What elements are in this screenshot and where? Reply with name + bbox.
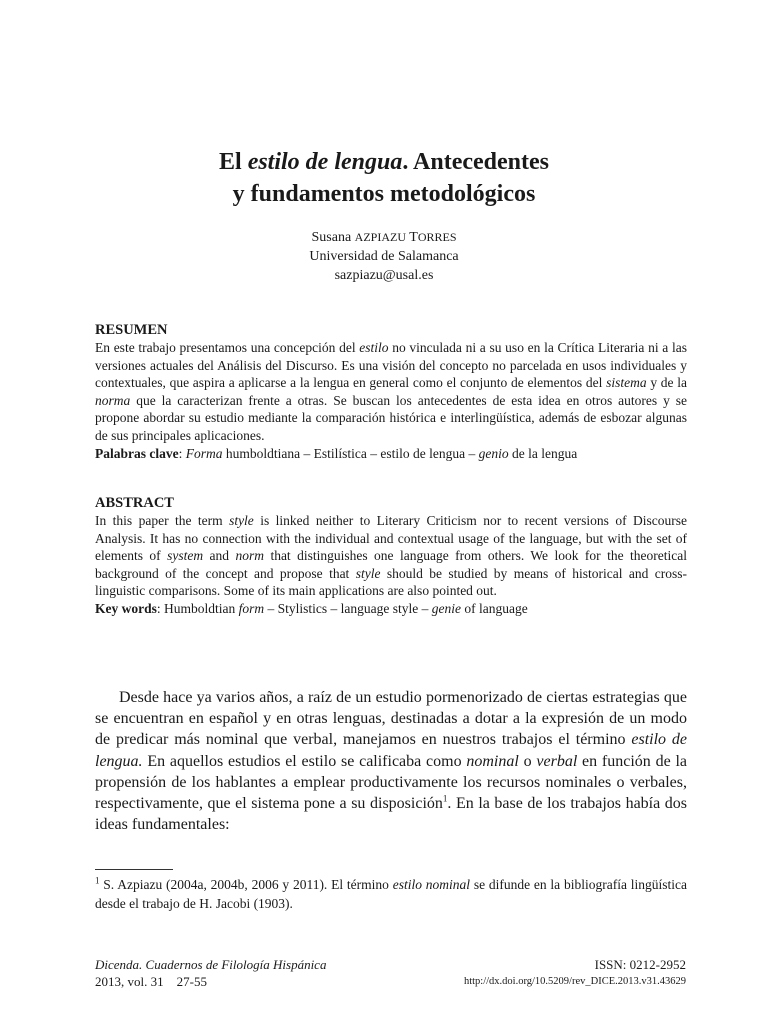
title-text: El bbox=[219, 149, 248, 175]
abstract-heading: ABSTRACT bbox=[95, 495, 174, 511]
author-surname-initial: T bbox=[406, 230, 418, 245]
abstract-text bbox=[95, 512, 687, 600]
italic-term: style bbox=[355, 565, 381, 581]
author-block bbox=[0, 228, 768, 285]
author-affiliation: Universidad de Salamanca bbox=[309, 249, 459, 264]
text-run: is linked neither to Literary Criticism nor to recent versions of Discourse Analysis. It has no connection with the individual and contextual usage of the language, but with the set of elements of bbox=[95, 513, 687, 564]
footnote-divider bbox=[95, 869, 173, 870]
author-name bbox=[0, 228, 768, 247]
italic-term: sistema bbox=[606, 375, 647, 391]
text-run: Desde hace ya varios años, a raíz de un estudio pormenorizado de ciertas estrategias que se encuentran en español y en otras lenguas, destinadas a dotar a la expresión de un modo de predicar más nominal que verbal, manejamos en nuestros trabajos el término bbox=[95, 689, 687, 749]
title-text: . Antecedentes bbox=[402, 149, 549, 175]
author-email: sazpiazu@usal.es bbox=[334, 268, 434, 283]
italic-term: genie bbox=[431, 600, 462, 616]
text-run: . En la base de los trabajos había dos ideas fundamentales: bbox=[95, 795, 688, 834]
footer-right bbox=[464, 956, 686, 990]
text-run: – Stylistics – language style – bbox=[264, 600, 432, 616]
journal-name: Dicenda. Cuadernos de Filología Hispánica bbox=[95, 957, 327, 972]
italic-term: nominal bbox=[466, 752, 519, 770]
italic-term: estilo de lengua. bbox=[95, 731, 687, 770]
title-line-1 bbox=[0, 146, 768, 178]
title-italic-term: estilo de lengua bbox=[247, 149, 403, 175]
text-run: En este trabajo presentamos una concepción del bbox=[95, 340, 360, 355]
author-surname: AZPIAZU bbox=[354, 230, 406, 244]
italic-term: genio bbox=[478, 445, 509, 461]
resumen-section bbox=[95, 321, 687, 462]
article-title bbox=[0, 146, 768, 210]
footnote-1 bbox=[95, 876, 687, 913]
text-run: that distinguishes one language from others. We look for the theoretical background of the concept and propose that bbox=[95, 548, 687, 581]
keywords-label: Key words bbox=[95, 600, 157, 616]
journal-issn: ISSN: 0212-2952 bbox=[594, 957, 686, 972]
italic-term: norm bbox=[235, 548, 264, 564]
italic-term: form bbox=[238, 600, 265, 616]
text-run: humboldtiana – Estilística – estilo de lengua – bbox=[222, 445, 479, 461]
resumen-text bbox=[95, 339, 687, 445]
resumen-keywords bbox=[95, 445, 687, 463]
text-run: se difunde en la bibliografía lingüística desde el trabajo de H. Jacobi (1903). bbox=[95, 877, 687, 911]
text-run: en función de la propensión de los hablantes a emplear productivamente los recursos nominales o verbales, respectivamente, que el sistema pone a su disposición bbox=[95, 752, 688, 813]
journal-issue: 2013, vol. 31 27-55 bbox=[95, 974, 207, 989]
resumen-heading: RESUMEN bbox=[95, 322, 168, 338]
text-run: o bbox=[518, 752, 537, 770]
text-run: of language bbox=[461, 600, 528, 616]
body-section bbox=[95, 687, 687, 835]
italic-term: norma bbox=[95, 392, 131, 408]
italic-term: verbal bbox=[536, 752, 578, 770]
title-line-2: y fundamentos metodológicos bbox=[232, 181, 536, 207]
text-run: que la caracterizan frente a otras. Se buscan los antecedentes de esta idea en otros autores y se propone abordar su estudio mediante la comparación histórica e interlingüística, además de esbozar algunas de sus principales aplicaciones. bbox=[95, 392, 687, 443]
author-first-name: Susana bbox=[311, 230, 355, 245]
keywords-label: Palabras clave bbox=[95, 445, 179, 461]
italic-term: system bbox=[167, 548, 204, 564]
abstract-section bbox=[95, 494, 687, 618]
text-run: : Humboldtian bbox=[156, 600, 239, 616]
text-run: and bbox=[203, 548, 236, 564]
abstract-keywords bbox=[95, 600, 687, 618]
text-run: should be studied by means of historical and cross-linguistic comparisons. Some of its main applications are also pointed out. bbox=[95, 565, 688, 599]
footnote-ref-1[interactable]: 1 bbox=[442, 793, 448, 804]
italic-term: style bbox=[229, 513, 254, 528]
footnote-number: 1 bbox=[95, 875, 100, 886]
footer-left bbox=[95, 956, 326, 990]
text-run: S. Azpiazu (2004a, 2004b, 2006 y 2011). El término bbox=[99, 877, 393, 892]
italic-term: estilo nominal bbox=[392, 877, 471, 892]
text-run: : bbox=[178, 445, 186, 461]
text-run: no vinculada ni a su uso en la Crítica Literaria ni a las versiones actuales del Análisis del Discurso. Es una visión del concepto no parcelada en usos individuales y contextuales, que aspira a aplicarse a la lengua en general como el conjunto de elementos del bbox=[95, 340, 687, 391]
text-run: de la lengua bbox=[508, 445, 578, 461]
text-run: En aquellos estudios el estilo se calificaba como bbox=[142, 752, 467, 770]
text-run: y de la bbox=[646, 375, 687, 391]
body-paragraph bbox=[95, 687, 687, 835]
author-surname-rest: ORRES bbox=[417, 230, 457, 244]
text-run: In this paper the term bbox=[95, 513, 230, 528]
italic-term: Forma bbox=[185, 445, 223, 461]
doi-link[interactable]: http://dx.doi.org/10.5209/rev_DICE.2013.v31.43629 bbox=[463, 976, 686, 987]
italic-term: estilo bbox=[359, 340, 389, 355]
